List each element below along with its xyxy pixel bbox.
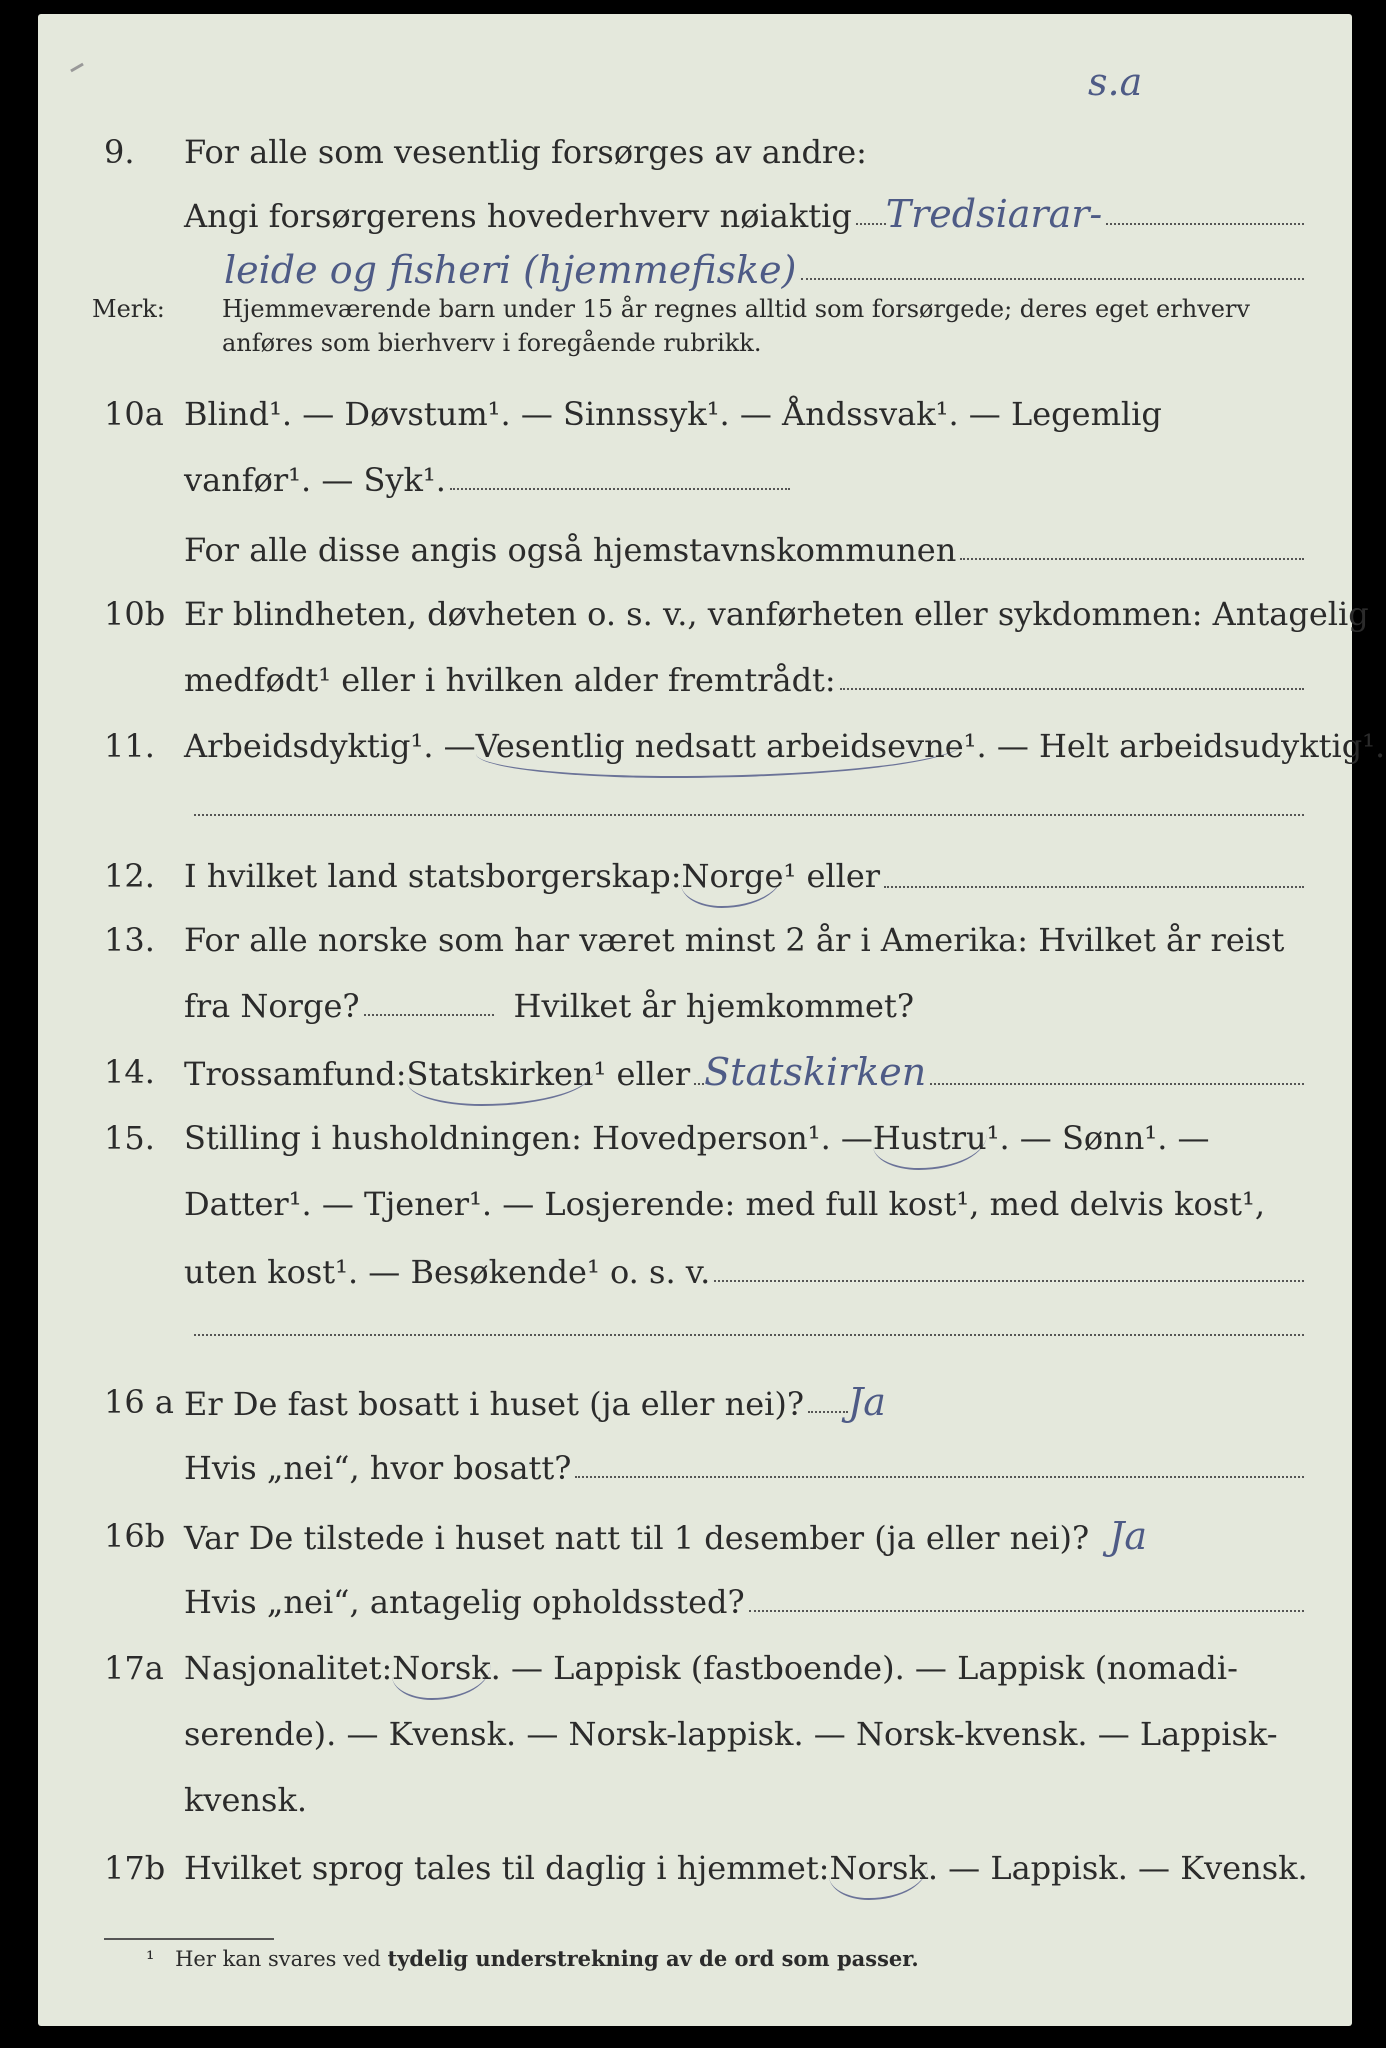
q14-underlined-answer: Statskirken	[407, 1046, 594, 1106]
merk-note	[222, 292, 1304, 360]
q17a-line3	[38, 1772, 1352, 1828]
q10a-line1	[38, 386, 1352, 442]
q12-text-a: I hvilket land statsborgerskap:	[184, 857, 682, 895]
q14-line1	[38, 1044, 1352, 1100]
q16b-line1	[38, 1508, 1352, 1564]
q9-line3	[38, 242, 1352, 298]
q10b-text2: medfødt¹ eller i hvilken alder fremtrådt:	[184, 661, 836, 699]
q17b-text-a: Hvilket sprog tales til daglig i hjemmet:	[184, 1849, 830, 1887]
q9-text2: Angi forsørgerens hovederhverv nøiaktig	[184, 197, 852, 235]
q14-text-a: Trossamfund:	[184, 1055, 407, 1093]
q10b-line2	[38, 652, 1352, 708]
q16a-text2: Hvis „nei“, hvor bosatt?	[184, 1449, 572, 1487]
q16a-handwritten[interactable]: Ja	[848, 1380, 886, 1424]
q13-text2a: fra Norge?	[184, 987, 360, 1025]
q14-text-c: ¹ eller	[593, 1055, 691, 1093]
footnote-bold: tydelig understrekning av de ord som passer.	[387, 1946, 919, 1971]
q17a-number: 17a	[104, 1649, 164, 1687]
q10b-line1	[38, 586, 1369, 642]
footnote-text: Her kan svares ved	[175, 1947, 388, 1971]
footnote	[146, 1944, 919, 1974]
q10a-text2: vanfør¹. — Syk¹.	[184, 461, 446, 499]
q15-text2: Datter¹. — Tjener¹. — Losjerende: med full kost¹, med delvis kost¹,	[184, 1185, 1266, 1223]
q17a-line2	[38, 1706, 1352, 1762]
q13-text1: For alle norske som har været minst 2 år i Amerika: Hvilket år reist	[184, 921, 1285, 959]
q15-underlined-answer: Hustru	[873, 1110, 987, 1170]
q17a-text-a: Nasjonalitet:	[184, 1649, 393, 1687]
q10a-number: 10a	[104, 395, 164, 433]
q9-line2	[38, 186, 1352, 242]
q17a-text3: kvensk.	[184, 1781, 307, 1819]
q16a-line2	[38, 1440, 1352, 1496]
q15-answer-rule	[194, 1334, 1304, 1336]
q15-number: 15.	[104, 1119, 155, 1157]
paper-mark	[70, 63, 84, 73]
q12-number: 12.	[104, 857, 155, 895]
q17b-text-c: . — Lappisk. — Kvensk.	[927, 1849, 1308, 1887]
q16a-text1: Er De fast bosatt i huset (ja eller nei)?	[184, 1385, 805, 1423]
q10b-text1: Er blindheten, døvheten o. s. v., vanførheten eller sykdommen: Antagelig	[184, 595, 1369, 633]
q11-line1	[38, 718, 1386, 774]
q14-handwritten[interactable]: Statskirken	[704, 1050, 927, 1094]
form-sheet	[38, 14, 1386, 2026]
q9-handwritten-top: s.a	[1088, 60, 1143, 104]
q12-line1	[38, 848, 1352, 904]
q15-text-c: ¹. — Sønn¹. —	[986, 1119, 1210, 1157]
q13-text2b: Hvilket år hjemkommet?	[513, 987, 914, 1025]
q17b-underlined-answer: Norsk	[829, 1840, 927, 1900]
q12-underlined-answer: Norge	[681, 848, 783, 908]
q16b-handwritten[interactable]: Ja	[1109, 1514, 1148, 1558]
q15-line3	[38, 1244, 1352, 1300]
q11-text-c: ¹. — Helt arbeidsudyktig¹.	[963, 727, 1386, 765]
q11-number: 11.	[104, 727, 155, 765]
q17a-line1	[38, 1640, 1352, 1696]
q16b-number: 16b	[104, 1517, 166, 1555]
q17b-line1	[38, 1840, 1352, 1896]
q13-number: 13.	[104, 921, 155, 959]
q11-underlined-answer: Vesentlig nedsatt arbeidsevne	[476, 718, 964, 778]
q16b-line2	[38, 1574, 1352, 1630]
q15-line2	[38, 1176, 1352, 1232]
q9-handwritten1[interactable]: Tredsiarar-	[885, 192, 1103, 236]
q17a-text-c: . — Lappisk (fastboende). — Lappisk (nomadi-	[490, 1649, 1238, 1687]
merk-label: Merk:	[92, 295, 165, 323]
q12-text-c: ¹ eller	[783, 857, 881, 895]
q16a-number: 16 a	[104, 1383, 174, 1421]
q17b-number: 17b	[104, 1849, 166, 1887]
merk-line1: Hjemmeværende barn under 15 år regnes alltid som forsørgede; deres eget erhverv	[222, 295, 1250, 323]
q9-number: 9.	[104, 133, 135, 171]
q14-number: 14.	[104, 1053, 155, 1091]
q17a-text2: serende). — Kvensk. — Norsk-lappisk. — Norsk-kvensk. — Lappisk-	[184, 1715, 1278, 1753]
q13-line2	[38, 978, 1352, 1034]
q15-text3: uten kost¹. — Besøkende¹ o. s. v.	[184, 1253, 711, 1291]
q17a-underlined-answer: Norsk	[392, 1640, 490, 1700]
q9-handwritten2[interactable]: leide og fisheri (hjemmefiske)	[224, 248, 797, 292]
q11-answer-rule	[194, 814, 1304, 816]
q9-line1	[38, 124, 1352, 180]
q10a-text3: For alle disse angis også hjemstavnskommunen	[184, 531, 957, 569]
q16b-text2: Hvis „nei“, antagelig opholdssted?	[184, 1583, 745, 1621]
footnote-mark: ¹	[146, 1947, 155, 1971]
merk-line2: anføres som bierhverv i foregående rubrikk.	[222, 329, 762, 357]
q10b-number: 10b	[104, 595, 166, 633]
q10a-line3	[38, 522, 1352, 578]
q13-line1	[38, 912, 1352, 968]
q11-text-a: Arbeidsdyktig¹. —	[184, 727, 476, 765]
footnote-rule	[104, 1938, 274, 1940]
q16b-text1: Var De tilstede i huset natt til 1 desember (ja eller nei)?	[184, 1519, 1090, 1557]
q9-text1: For alle som vesentlig forsørges av andre:	[184, 133, 867, 171]
q10a-line2	[38, 452, 1352, 508]
q16a-line1	[38, 1374, 1352, 1430]
q15-text-a: Stilling i husholdningen: Hovedperson¹. —	[184, 1119, 873, 1157]
q10a-text1: Blind¹. — Døvstum¹. — Sinnssyk¹. — Åndssvak¹. — Legemlig	[184, 395, 1162, 433]
q15-line1	[38, 1110, 1352, 1166]
